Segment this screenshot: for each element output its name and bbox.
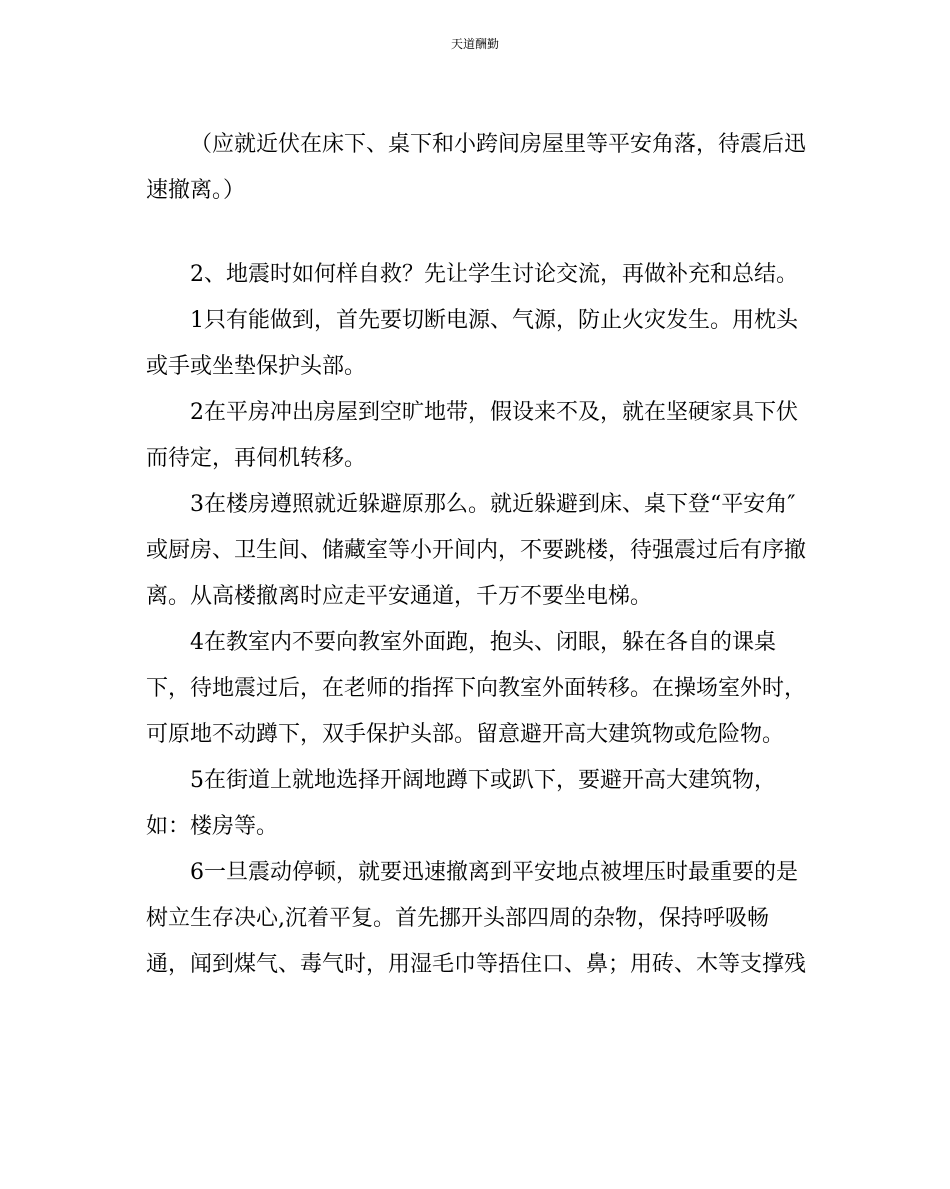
paragraph-item-6	[146, 850, 806, 988]
text-line: 速撤离。）	[146, 178, 246, 203]
text-line: 2在平房冲出房屋到空旷地带，假设来不及，就在坚硬家具下伏	[190, 400, 798, 425]
paragraph-item-4	[146, 620, 806, 758]
text-line: （应就近伏在床下、桌下和小跨间房屋里等平安角落，待震后迅	[190, 132, 807, 157]
text-line: 3在楼房遵照就近躲避原那么。就近躲避到床、桌下登“平安角″	[190, 492, 796, 517]
text-line: 4在教室内不要向教室外面跑，抱头、闭眼，躲在各自的课桌	[190, 630, 776, 655]
text-line: 6一旦震动停顿，就要迅速撤离到平安地点被埋压时最重要的是	[190, 860, 798, 885]
paragraph-safe-corner	[146, 122, 806, 214]
text-line: 如：楼房等。	[146, 814, 279, 839]
text-line: 或手或坐垫保护头部。	[146, 354, 367, 379]
document-body	[146, 122, 806, 988]
paragraph-item-2	[146, 390, 806, 482]
text-line: 而待定，再伺机转移。	[146, 446, 367, 471]
text-line: 通，闻到煤气、毒气时，用湿毛巾等捂住口、鼻；用砖、木等支撑残	[146, 952, 807, 977]
text-line: 或厨房、卫生间、储藏室等小开间内，不要跳楼，待强震过后有序撤	[146, 538, 807, 563]
text-line: 离。从高楼撤离时应走平安通道，千万不要坐电梯。	[146, 584, 653, 609]
text-line: 下，待地震过后，在老师的指挥下向教室外面转移。在操场室外时，	[146, 676, 807, 701]
paragraph-self-rescue-question	[146, 252, 806, 298]
paragraph-gap	[146, 214, 806, 252]
paragraph-item-1	[146, 298, 806, 390]
text-line: 树立生存决心,沉着平复。首先挪开头部四周的杂物，保持呼吸畅	[146, 906, 769, 931]
text-line: 可原地不动蹲下，双手保护头部。留意避开高大建筑物或危险物。	[146, 722, 785, 747]
text-line: 2、地震时如何样自救？先让学生讨论交流，再做补充和总结。	[190, 262, 798, 287]
text-line: 1只有能做到，首先要切断电源、气源，防止火灾发生。用枕头	[190, 308, 798, 333]
paragraph-item-5	[146, 758, 806, 850]
text-line: 5在街道上就地选择开阔地蹲下或趴下，要避开高大建筑物，	[190, 768, 776, 793]
paragraph-item-3	[146, 482, 806, 620]
page-header: 天道酬勤	[450, 37, 499, 51]
